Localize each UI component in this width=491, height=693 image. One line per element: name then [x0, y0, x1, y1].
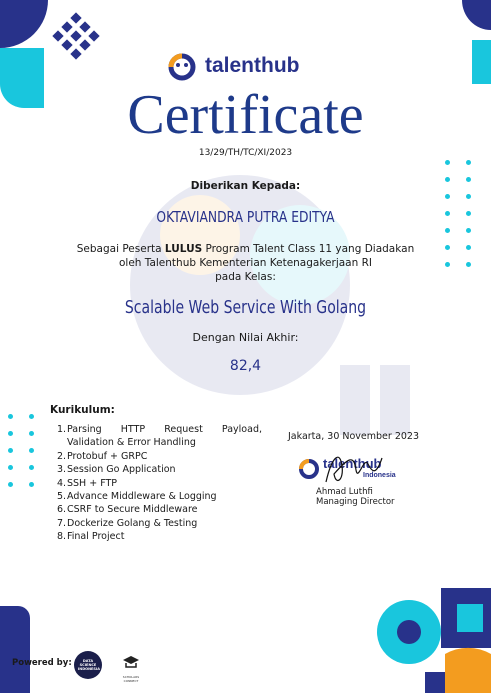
curriculum-item: [57, 450, 262, 463]
curriculum-item: [57, 517, 262, 530]
curriculum-item-text: SSH + FTP: [67, 477, 118, 489]
scholars-connect-logo: SCHOLARS CONNECT: [116, 655, 146, 683]
curriculum-item-number: 1.: [57, 424, 67, 435]
curriculum-item-text: Dockerize Golang & Testing: [67, 517, 198, 529]
talenthub-logo-icon: [165, 53, 199, 81]
curriculum-item-number: 7.: [57, 517, 67, 529]
curriculum-item-text: Advance Middleware & Logging: [67, 491, 217, 503]
curriculum-item-number: 6.: [57, 504, 67, 516]
signer-block: [316, 487, 395, 507]
curriculum-item: [57, 463, 262, 476]
curriculum-item: [57, 477, 262, 490]
powered-by-label: Powered by:: [12, 658, 72, 668]
place-date: Jakarta, 30 November 2023: [288, 431, 419, 442]
curriculum-item: [57, 503, 262, 516]
curriculum-item: [57, 423, 262, 450]
curriculum-item-text: Final Project: [67, 531, 125, 543]
certificate-title: Certificate: [127, 84, 364, 146]
curriculum-item-text: CSRF to Secure Middleware: [67, 504, 198, 516]
curriculum-item-number: 2.: [57, 450, 67, 462]
scholars-connect-icon: [122, 655, 140, 671]
data-science-indonesia-logo: DATA SCIENCE INDONESIA: [74, 651, 102, 679]
recipient-name: OKTAVIANDRA PUTRA EDITYA: [156, 208, 335, 226]
top-right-decoration: [462, 0, 491, 90]
certificate-number: 13/29/TH/TC/XI/2023: [198, 148, 293, 158]
curriculum-item-number: 4.: [57, 477, 67, 489]
participation-description: Sebagai Peserta LULUS Program Talent Class 11 yang Diadakan oleh Talenthub Kementerian Ketenagakerjaan RI pada Kelas:: [76, 243, 415, 283]
final-score: 82,4: [229, 358, 262, 374]
given-to-label: Diberikan Kepada:: [190, 180, 301, 192]
curriculum-item: [57, 490, 262, 503]
curriculum-item: [57, 530, 262, 543]
curriculum-item-text: Protobuf + GRPC: [67, 450, 148, 462]
curriculum-item-number: 5.: [57, 491, 67, 503]
signer-name: Ahmad Luthfi: [316, 487, 373, 497]
brand-name: talenthub: [205, 54, 300, 77]
signer-role: Managing Director: [316, 497, 395, 507]
left-dots: [8, 414, 34, 487]
curriculum-heading: Kurikulum:: [50, 404, 115, 416]
bottom-right-decoration: [375, 588, 491, 693]
curriculum-item-text: Parsing HTTP Request Payload, Validation & Error Handling: [67, 424, 262, 449]
course-name: Scalable Web Service With Golang: [124, 297, 367, 318]
curriculum-item-number: 8.: [57, 531, 67, 543]
curriculum-list: [57, 423, 262, 544]
curriculum-item-number: 3.: [57, 464, 67, 476]
curriculum-item-text: Session Go Application: [67, 464, 176, 476]
signature-brand: talenthub Indonesia: [323, 456, 396, 479]
ministry-logo: [50, 12, 102, 64]
bottom-left-decoration: [0, 606, 30, 693]
score-label: Dengan Nilai Akhir:: [192, 331, 299, 344]
handwritten-signature: [318, 446, 388, 490]
